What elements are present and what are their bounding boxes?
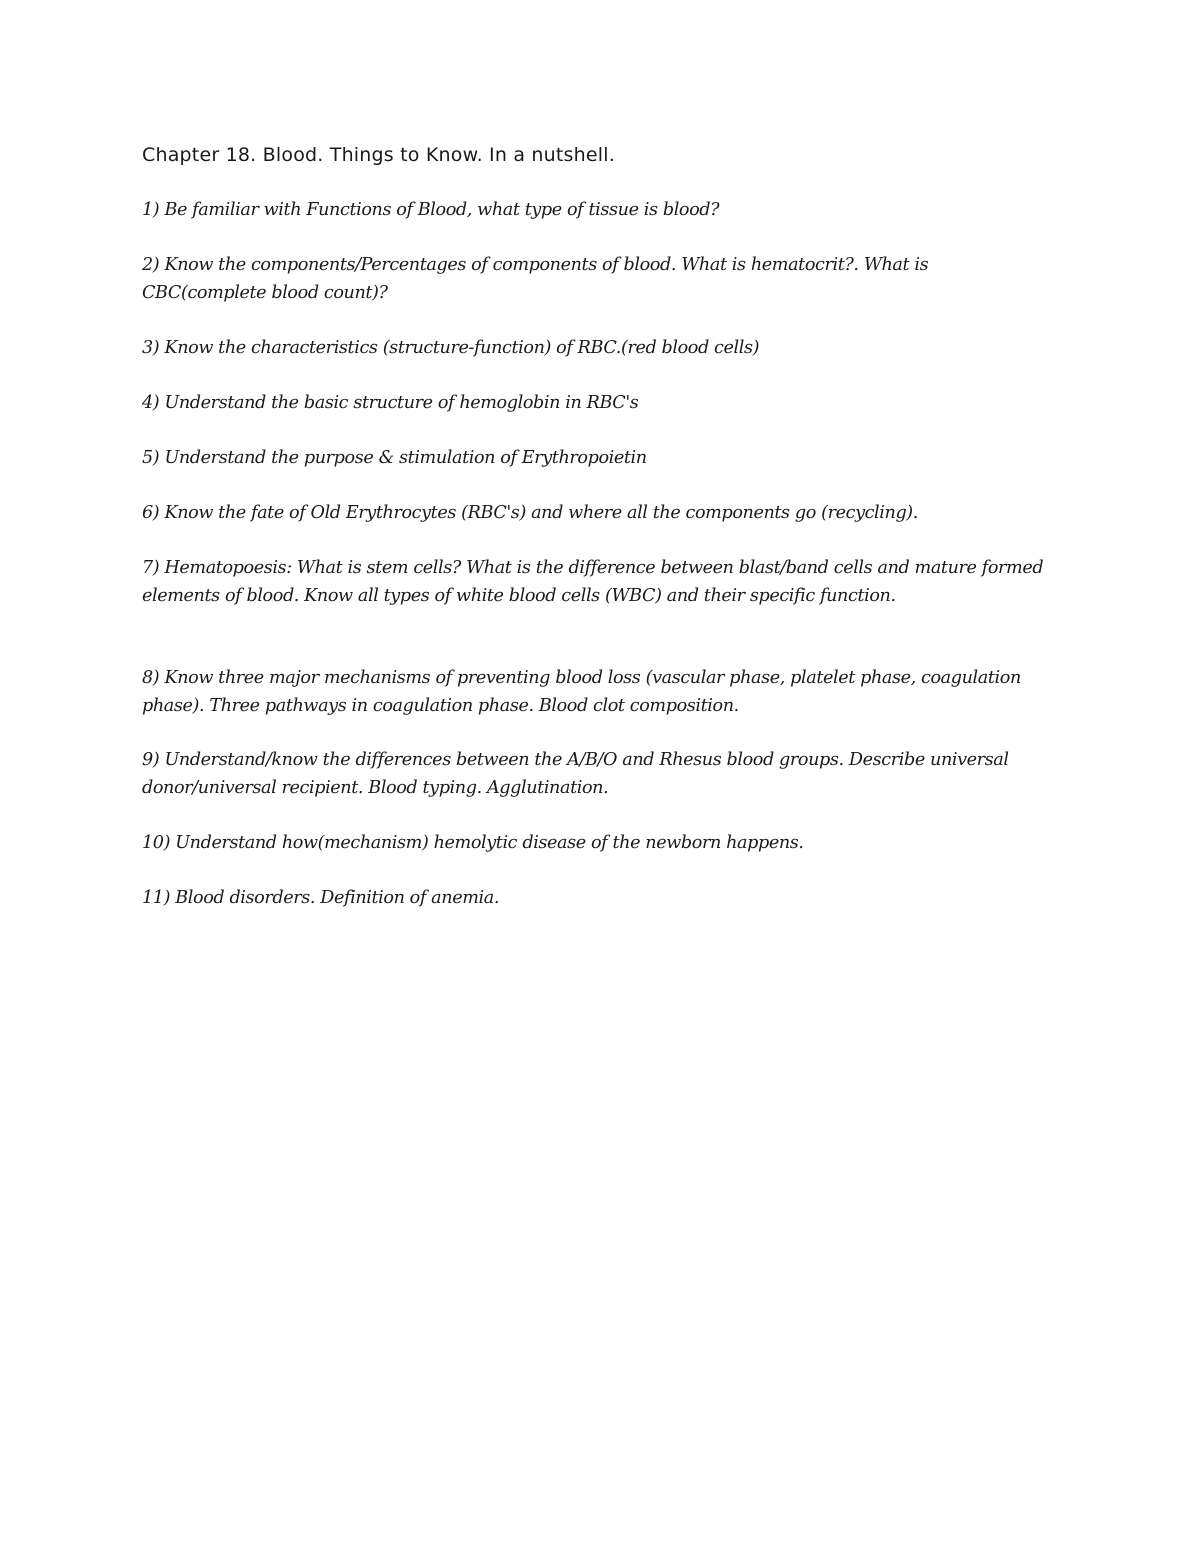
study-item-6: 6) Know the fate of Old Erythrocytes (RBC's) and where all the components go (recycling). <box>142 503 918 523</box>
study-item-10: 10) Understand how(mechanism) hemolytic disease of the newborn happens. <box>142 833 804 853</box>
study-item-9: 9) Understand/know the differences between the A/B/O and Rhesus blood groups. Describe universal donor/universal recipient. Blood typing. Agglutination. <box>142 750 1009 798</box>
study-item-11: 11) Blood disorders. Definition of anemia. <box>142 888 500 908</box>
study-item-3: 3) Know the characteristics (structure-function) of RBC.(red blood cells) <box>142 338 760 358</box>
study-item-2: 2) Know the components/Percentages of components of blood. What is hematocrit?. What is CBC(complete blood count)? <box>142 255 929 303</box>
study-item-7: 7) Hematopoesis: What is stem cells? What is the difference between blast/band cells and mature formed elements of blood. Know all types of white blood cells (WBC) and their specific function. <box>142 558 1044 606</box>
study-item-1: 1) Be familiar with Functions of Blood, what type of tissue is blood? <box>142 200 720 220</box>
study-item-8: 8) Know three major mechanisms of preventing blood loss (vascular phase, platelet phase, coagulation phase). Three pathways in coagulation phase. Blood clot composition. <box>142 668 1021 716</box>
study-item-5: 5) Understand the purpose & stimulation of Erythropoietin <box>142 448 647 468</box>
study-item-4: 4) Understand the basic structure of hemoglobin in RBC's <box>142 393 639 413</box>
document-title: Chapter 18. Blood. Things to Know. In a nutshell. <box>142 144 615 166</box>
